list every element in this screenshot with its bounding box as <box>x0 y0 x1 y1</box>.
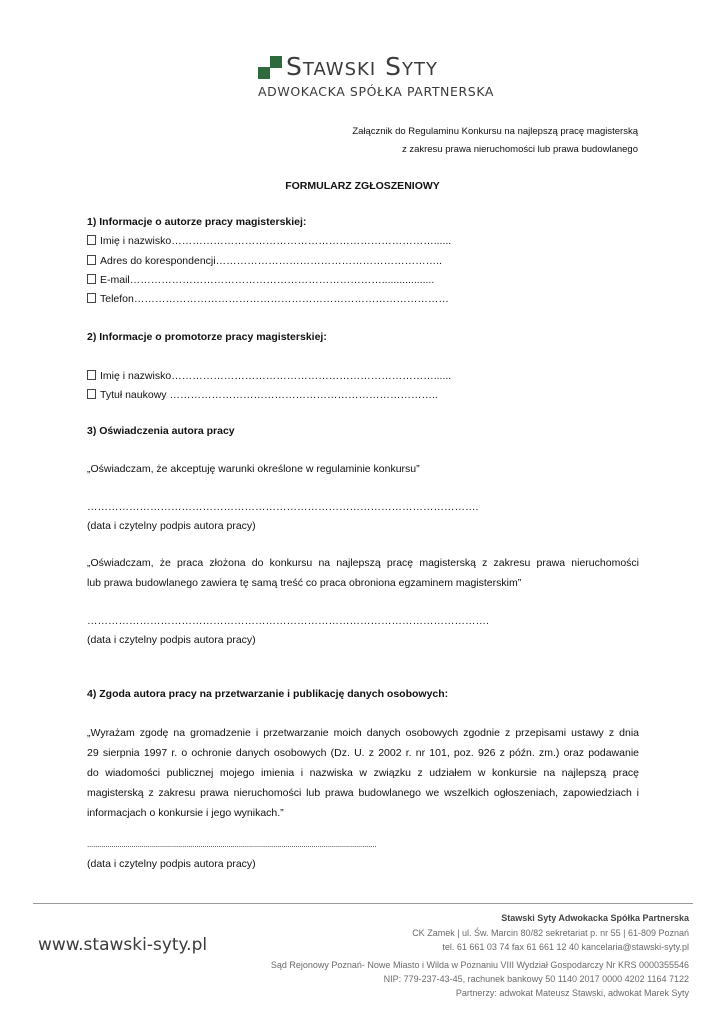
author-name-field[interactable] <box>87 235 451 247</box>
statement-2-line-2: lub prawa budowlanego zawiera tę samą treść co praca obroniona egzaminem magisterskim” <box>87 577 522 589</box>
footer-partners: Partnerzy: adwokat Mateusz Stawski, adwokat Marek Syty <box>455 988 689 998</box>
logo-subtitle: ADWOKACKA SPÓŁKA PARTNERSKA <box>258 84 495 99</box>
signature-line-2[interactable]: ……………………………………………………………………………………………………. <box>87 615 489 627</box>
field-label: Telefon……………………………………………………………………………… <box>100 293 449 305</box>
footer-court: Sąd Rejonowy Poznań- Nowe Miasto i Wilda w Poznaniu VIII Wydział Gospodarczy Nr KRS 0000355546 <box>270 960 689 970</box>
annex-line-2: z zakresu prawa nieruchomości lub prawa budowlanego <box>401 144 638 155</box>
field-label: E-mail……………………………………………………………….................. <box>100 274 435 286</box>
form-title: FORMULARZ ZGŁOSZENIOWY <box>285 180 440 192</box>
field-label: Adres do korespondencji……………………………………………………….. <box>100 255 442 267</box>
signature-caption-1: (data i czytelny podpis autora pracy) <box>87 520 256 532</box>
consent-text <box>87 723 639 823</box>
consent-line-1: „Wyrażam zgodę na gromadzenie i przetwarzanie moich danych osobowych zgodnie z przepisami ustawy z dnia <box>87 727 639 739</box>
author-phone-field[interactable] <box>87 293 449 305</box>
checkbox-icon <box>87 235 96 245</box>
footer-company: Stawski Syty Adwokacka Spółka Partnerska <box>501 913 689 923</box>
checkbox-icon <box>87 274 96 284</box>
field-label: Imię i nazwisko…………………………………………………………………...... <box>100 235 452 247</box>
consent-line-4: magisterską z zakresu prawa nieruchomości lub prawa budowlanego we wszelkich ogłoszeniach, zapowiedziach i <box>87 787 639 799</box>
section3-heading: 3) Oświadczenia autora pracy <box>87 425 235 437</box>
statement-2-line-1: „Oświadczam, że praca złożona do konkursu na najlepszą pracę magisterską z zakresu prawa nieruchomości <box>87 557 639 569</box>
company-logo <box>258 52 495 102</box>
statement-1: „Oświadczam, że akceptuję warunki określone w regulaminie konkursu” <box>87 463 420 475</box>
author-address-field[interactable] <box>87 255 442 267</box>
footer-address: CK Zamek | ul. Św. Marcin 80/82 sekretariat p. nr 55 | 61-809 Poznań <box>412 928 689 938</box>
website-link[interactable]: www.stawski-syty.pl <box>38 935 208 955</box>
footer-divider <box>33 903 693 904</box>
logo-title: Stawski Syty <box>286 52 438 81</box>
supervisor-name-field[interactable] <box>87 370 451 382</box>
checkbox-icon <box>87 370 96 380</box>
signature-caption-3: (data i czytelny podpis autora pracy) <box>87 858 256 870</box>
author-email-field[interactable] <box>87 274 434 286</box>
logo-mark-icon <box>258 56 282 80</box>
checkbox-icon <box>87 255 96 265</box>
section4-heading: 4) Zgoda autora pracy na przetwarzanie i publikację danych osobowych: <box>87 688 449 700</box>
consent-line-5: informacjach o konkursie i jego wynikach.” <box>87 807 284 819</box>
signature-caption-2: (data i czytelny podpis autora pracy) <box>87 634 256 646</box>
section1-heading: 1) Informacje o autorze pracy magisterskiej: <box>87 216 307 228</box>
signature-line-3[interactable]: ............................................................................................................................................... <box>87 840 377 849</box>
consent-line-2: 29 sierpnia 1997 r. o ochronie danych osobowych (Dz. U. z 2002 r. nr 101, poz. 926 z późn. zm.) oraz podawanie <box>87 747 639 759</box>
field-label: Tytuł naukowy ………………………………………………………………….. <box>100 389 438 401</box>
footer-nip: NIP: 779-237-43-45, rachunek bankowy 50 1140 2017 0000 4202 1164 7122 <box>383 974 689 984</box>
consent-line-3: do wiadomości publicznej mojego imienia i nazwiska w związku z udziałem w konkursie na najlepszą pracę <box>87 767 639 779</box>
checkbox-icon <box>87 293 96 303</box>
supervisor-title-field[interactable] <box>87 389 438 401</box>
section2-heading: 2) Informacje o promotorze pracy magisterskiej: <box>87 331 327 343</box>
signature-line-1[interactable]: …………………………………………………………………………………………………. <box>87 501 479 513</box>
field-label: Imię i nazwisko…………………………………………………………………...... <box>100 370 452 382</box>
annex-line-1: Załącznik do Regulaminu Konkursu na najlepszą pracę magisterską <box>352 126 638 137</box>
checkbox-icon <box>87 389 96 399</box>
footer-contact: tel. 61 661 03 74 fax 61 661 12 40 kancelaria@stawski-syty.pl <box>442 942 689 952</box>
statement-2 <box>87 553 639 593</box>
